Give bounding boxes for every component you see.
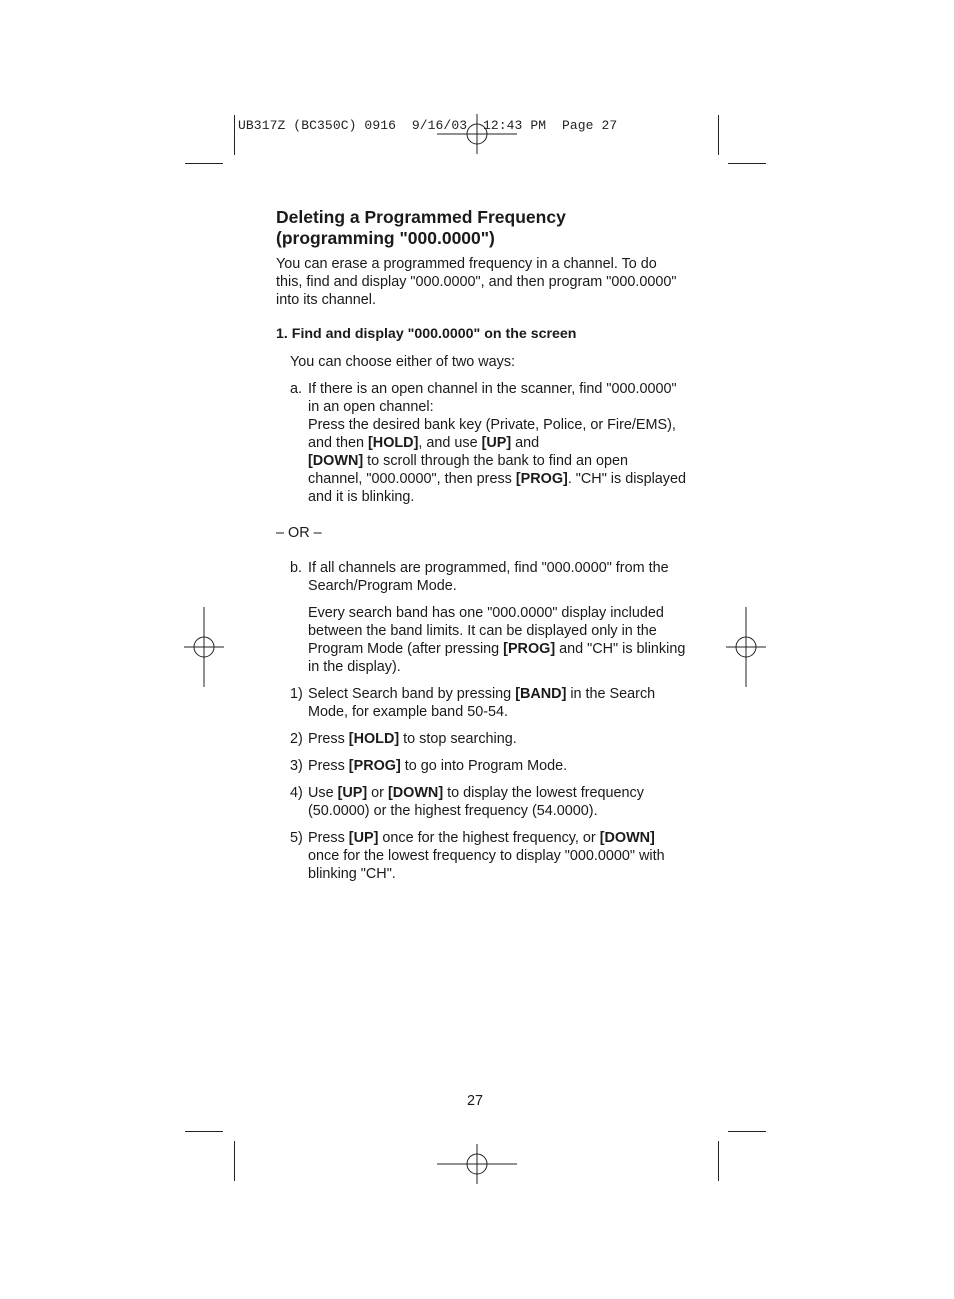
- list-item: 1) Select Search band by pressing [BAND] in the Search Mode, for example band 50-54.: [290, 686, 656, 720]
- intro-paragraph: You can erase a programmed frequency in a channel. To do this, find and display "000.0000", and then program "000.0000" into its channel.: [276, 256, 677, 308]
- registration-mark-icon: [437, 1124, 517, 1204]
- crop-mark: [234, 1141, 235, 1181]
- list-item: 4) Use [UP] or [DOWN] to display the lowest frequency (50.0000) or the highest frequency (54.0000).: [290, 785, 644, 819]
- step-marker: 3): [290, 758, 303, 774]
- option-a-instructions: Press the desired bank key (Private, Police, or Fire/EMS), and then [HOLD], and use [UP] and [DOWN] to scroll through the bank to find an open channel, "000.0000", then press [PROG]. "CH" is displayed and it is blinking.: [308, 417, 687, 505]
- key-label: [UP]: [348, 830, 379, 846]
- step-marker: 1): [290, 686, 303, 702]
- key-label: [DOWN]: [308, 453, 364, 469]
- key-label: [DOWN]: [599, 830, 655, 846]
- option-b: [276, 559, 686, 595]
- crop-mark: [718, 115, 719, 155]
- or-separator: – OR –: [276, 525, 322, 541]
- crop-mark: [728, 1131, 766, 1132]
- key-label: [HOLD]: [348, 731, 400, 747]
- key-label: [PROG]: [515, 471, 568, 487]
- section-title-line2: (programming "000.0000"): [276, 228, 495, 248]
- choose-text: You can choose either of two ways:: [290, 354, 516, 370]
- registration-mark-icon: [164, 607, 244, 687]
- page-number: 27: [467, 1093, 484, 1109]
- option-b-description: Every search band has one "000.0000" display included between the band limits. It can be displayed only in the Program Mode (after pressing [PROG] and "CH" is blinking in the display).: [308, 605, 686, 675]
- key-label: [DOWN]: [387, 785, 444, 801]
- crop-mark: [185, 163, 223, 164]
- key-label: [BAND]: [515, 686, 567, 702]
- print-slug-line: UB317Z (BC350C) 0916 9/16/03 12:43 PM Page 27: [238, 118, 618, 133]
- list-item: 3) Press [PROG] to go into Program Mode.: [290, 758, 568, 774]
- section-title-line1: Deleting a Programmed Frequency: [276, 207, 566, 227]
- crop-mark: [234, 115, 235, 155]
- step-marker: 5): [290, 830, 303, 846]
- option-a: [276, 380, 686, 506]
- option-marker: a.: [290, 381, 303, 397]
- option-marker: b.: [290, 560, 303, 576]
- registration-mark-icon: [437, 94, 517, 174]
- step-heading: 1. Find and display "000.0000" on the screen: [276, 326, 577, 342]
- crop-mark: [728, 163, 766, 164]
- option-b-intro: If all channels are programmed, find "000.0000" from the Search/Program Mode.: [308, 560, 669, 594]
- step-marker: 4): [290, 785, 303, 801]
- key-label: [UP]: [481, 435, 512, 451]
- section-title: [276, 207, 686, 249]
- key-label: [PROG]: [503, 641, 556, 657]
- crop-mark: [185, 1131, 223, 1132]
- crop-mark: [718, 1141, 719, 1181]
- step-marker: 2): [290, 731, 303, 747]
- key-label: [UP]: [337, 785, 368, 801]
- registration-mark-icon: [706, 607, 786, 687]
- key-label: [PROG]: [348, 758, 401, 774]
- list-item: 2) Press [HOLD] to stop searching.: [290, 731, 517, 747]
- option-a-intro: If there is an open channel in the scanner, find "000.0000" in an open channel:: [308, 381, 677, 415]
- key-label: [HOLD]: [368, 435, 419, 451]
- list-item: 5) Press [UP] once for the highest frequency, or [DOWN] once for the lowest frequency to display "000.0000" with blinking "CH".: [290, 830, 665, 882]
- page-content: [276, 207, 686, 883]
